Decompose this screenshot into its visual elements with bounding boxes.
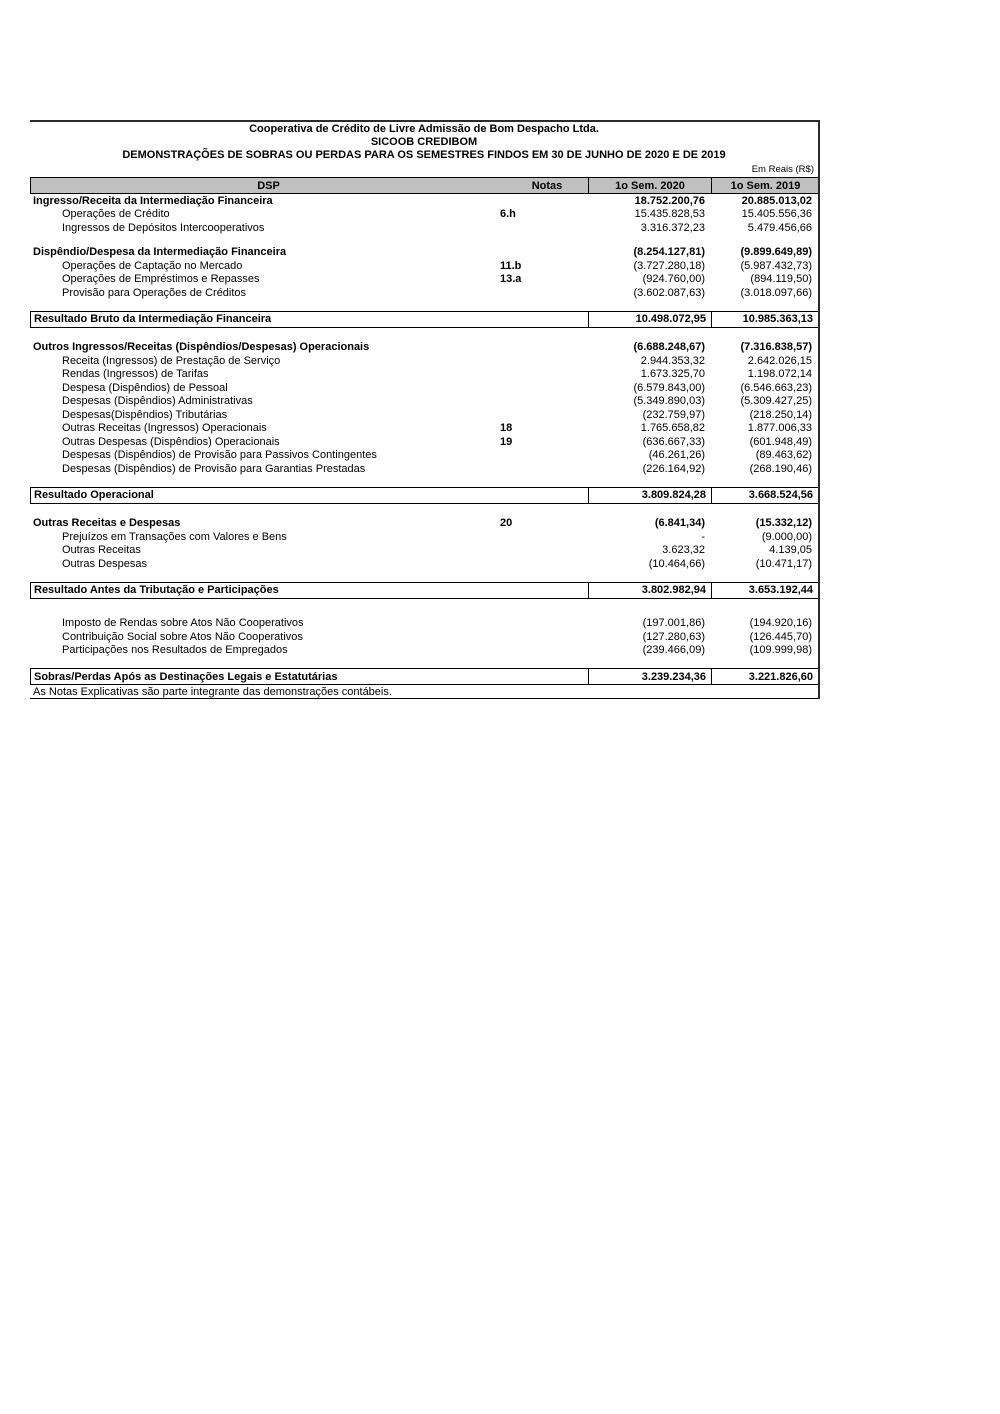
- row-nota: 6.h: [500, 208, 516, 221]
- row-value-sem2020: (10.464,66): [648, 557, 705, 570]
- row-value-sem2020: (232.759,97): [642, 408, 705, 421]
- row-value-sem2019: (3.018.097,66): [740, 286, 812, 299]
- column-header-sem2019: 1o Sem. 2019: [711, 178, 819, 193]
- row-value-sem2019: 1.877.006,33: [747, 422, 812, 435]
- financial-statement-sheet: [30, 120, 820, 699]
- row-value-sem2020: 15.435.828,53: [634, 208, 705, 221]
- table-row: [30, 208, 818, 222]
- row-label: Operações de Empréstimos e Repasses: [62, 273, 260, 286]
- row-nota: [500, 354, 587, 368]
- row-value-sem2019: (109.999,98): [749, 644, 812, 657]
- footnote: As Notas Explicativas são parte integrante das demonstrações contábeis.: [30, 685, 818, 699]
- table-row: [30, 259, 818, 273]
- row-value-sem2020: (239.466,09): [642, 644, 705, 657]
- spacer-row: [30, 657, 818, 668]
- row-value-sem2020: (127.280,63): [642, 630, 705, 643]
- table-row: [30, 341, 818, 355]
- table-row: [30, 435, 818, 449]
- row-value-sem2019: (601.948,49): [749, 435, 812, 448]
- row-value-sem2020: (636.667,33): [642, 435, 705, 448]
- row-nota: 11.b: [500, 259, 522, 272]
- row-nota: 13.a: [500, 273, 522, 286]
- title-block: [30, 122, 818, 162]
- row-label: Outras Receitas e Despesas: [33, 517, 181, 530]
- row-value-sem2020: 3.623,32: [662, 544, 705, 557]
- row-label: Resultado Bruto da Intermediação Financeira: [34, 313, 272, 325]
- row-nota: [500, 530, 587, 544]
- row-nota: 18: [500, 422, 513, 435]
- row-label: Participações nos Resultados de Empregados: [62, 644, 288, 657]
- row-label: Dispêndio/Despesa da Intermediação Financeira: [33, 246, 287, 259]
- table-row: [30, 449, 818, 463]
- spacer-row: [30, 599, 818, 617]
- table-row: [30, 221, 818, 235]
- table-row: [30, 408, 818, 422]
- row-label: Resultado Operacional: [34, 489, 154, 501]
- table-row: [30, 381, 818, 395]
- row-nota: [501, 583, 588, 598]
- row-label: Despesas (Dispêndios) de Provisão para Passivos Contingentes: [62, 449, 377, 462]
- row-value-sem2020: (6.579.843,00): [633, 381, 705, 394]
- row-value-sem2019: (126.445,70): [749, 630, 812, 643]
- currency-note: Em Reais (R$): [751, 164, 814, 175]
- row-nota: [500, 557, 587, 571]
- table-row: [30, 462, 818, 476]
- spacer-row: [30, 235, 818, 246]
- row-value-sem2020: (6.688.248,67): [633, 341, 705, 354]
- row-label: Despesa (Dispêndios) de Pessoal: [62, 381, 228, 394]
- table-header-row: [30, 177, 818, 194]
- total-row: [30, 668, 818, 685]
- total-row: [30, 487, 818, 504]
- row-nota: [501, 488, 588, 503]
- spacer-row: [30, 504, 818, 517]
- table-body: [30, 194, 818, 685]
- row-value-sem2019: (218.250,14): [749, 408, 812, 421]
- table-row: [30, 517, 818, 531]
- row-value-sem2020: 1.673.325,70: [640, 368, 705, 381]
- row-nota: [500, 368, 587, 382]
- row-value-sem2020: (197.001,86): [642, 617, 705, 630]
- row-value-sem2020: (226.164,92): [642, 462, 705, 475]
- row-nota: [500, 381, 587, 395]
- column-header-sem2020: 1o Sem. 2020: [588, 178, 711, 193]
- row-value-sem2019: 15.405.556,36: [741, 208, 812, 221]
- row-value-sem2019: (15.332,12): [755, 517, 812, 530]
- row-label: Operações de Captação no Mercado: [62, 259, 243, 272]
- table-row: [30, 395, 818, 409]
- table-row: [30, 194, 818, 208]
- row-label: Rendas (Ingressos) de Tarifas: [62, 368, 209, 381]
- row-value-sem2020: 2.944.353,32: [640, 354, 705, 367]
- row-value-sem2019: (894.119,50): [750, 273, 812, 286]
- row-value-sem2019: 10.985.363,13: [711, 312, 819, 327]
- row-value-sem2019: 2.642.026,15: [747, 354, 812, 367]
- row-value-sem2019: 3.221.826,60: [711, 669, 819, 684]
- table-row: [30, 273, 818, 287]
- row-nota: [500, 544, 587, 558]
- row-value-sem2019: 3.653.192,44: [711, 583, 819, 598]
- row-nota: [500, 341, 587, 355]
- row-label: Outros Ingressos/Receitas (Dispêndios/Despesas) Operacionais: [33, 341, 370, 354]
- column-header-dsp: DSP: [257, 179, 280, 192]
- row-label: Outras Despesas: [62, 557, 147, 570]
- spacer-row: [30, 328, 818, 341]
- statement-title: DEMONSTRAÇÕES DE SOBRAS OU PERDAS PARA OS SEMESTRES FINDOS EM 30 DE JUNHO DE 2020 E DE 2019: [122, 149, 726, 161]
- column-header-notas: Notas: [531, 179, 563, 192]
- total-row: [30, 582, 818, 599]
- total-row: [30, 311, 818, 328]
- row-label: Despesas (Dispêndios) Administrativas: [62, 395, 253, 408]
- table-row: [30, 617, 818, 631]
- row-value-sem2019: 1.198.072,14: [747, 368, 812, 381]
- row-nota: 20: [500, 517, 513, 530]
- row-nota: [500, 449, 587, 463]
- row-nota: [500, 408, 587, 422]
- table-row: [30, 368, 818, 382]
- row-label: Ingressos de Depósitos Intercooperativos: [62, 221, 265, 234]
- table-row: [30, 557, 818, 571]
- row-value-sem2019: 4.139,05: [769, 544, 812, 557]
- row-value-sem2019: 20.885.013,02: [741, 194, 812, 207]
- row-value-sem2020: 3.802.982,94: [588, 583, 711, 598]
- row-nota: [500, 246, 587, 260]
- row-nota: [500, 286, 587, 300]
- row-label: Resultado Antes da Tributação e Participações: [34, 584, 279, 596]
- row-label: Despesas (Dispêndios) de Provisão para Garantias Prestadas: [62, 462, 366, 475]
- row-value-sem2019: 5.479.456,66: [747, 221, 812, 234]
- row-value-sem2020: (3.602.087,63): [633, 286, 705, 299]
- row-nota: [500, 644, 587, 658]
- table-row: [30, 354, 818, 368]
- company-name: Cooperativa de Crédito de Livre Admissão de Bom Despacho Ltda.: [249, 123, 599, 135]
- brand-name: SICOOB CREDIBOM: [370, 136, 478, 148]
- row-value-sem2020: 3.239.234,36: [588, 669, 711, 684]
- row-nota: [500, 194, 587, 208]
- row-value-sem2019: (9.000,00): [761, 530, 812, 543]
- row-nota: [500, 630, 587, 644]
- row-value-sem2020: (5.349.890,03): [633, 395, 705, 408]
- row-value-sem2019: (194.920,16): [749, 617, 812, 630]
- spacer-row: [30, 571, 818, 582]
- row-value-sem2020: -: [701, 530, 705, 543]
- row-nota: [501, 669, 588, 684]
- row-value-sem2019: (5.309.427,25): [740, 395, 812, 408]
- row-value-sem2020: (46.261,26): [648, 449, 705, 462]
- table-row: [30, 246, 818, 260]
- row-label: Receita (Ingressos) de Prestação de Serviço: [62, 354, 281, 367]
- spacer-row: [30, 476, 818, 487]
- row-value-sem2019: (9.899.649,89): [740, 246, 812, 259]
- row-nota: [500, 462, 587, 476]
- row-value-sem2019: (10.471,17): [755, 557, 812, 570]
- row-value-sem2020: (8.254.127,81): [633, 246, 705, 259]
- row-label: Outras Receitas (Ingressos) Operacionais: [62, 422, 267, 435]
- row-value-sem2020: 18.752.200,76: [634, 194, 705, 207]
- row-label: Sobras/Perdas Após as Destinações Legais e Estatutárias: [34, 670, 338, 683]
- table-row: [30, 286, 818, 300]
- row-label: Imposto de Rendas sobre Atos Não Cooperativos: [62, 617, 304, 630]
- table-row: [30, 530, 818, 544]
- spacer-row: [30, 300, 818, 311]
- row-label: Prejuízos em Transações com Valores e Bens: [62, 530, 287, 543]
- row-nota: [500, 395, 587, 409]
- table-row: [30, 422, 818, 436]
- row-value-sem2019: (6.546.663,23): [740, 381, 812, 394]
- row-value-sem2020: 3.316.372,23: [640, 221, 705, 234]
- row-value-sem2020: 3.809.824,28: [588, 488, 711, 503]
- row-value-sem2020: 10.498.072,95: [588, 312, 711, 327]
- row-value-sem2020: (6.841,34): [654, 517, 705, 530]
- row-value-sem2019: (89.463,62): [755, 449, 812, 462]
- table-row: [30, 544, 818, 558]
- row-nota: 19: [500, 435, 513, 448]
- row-value-sem2020: (924.760,00): [642, 273, 705, 286]
- row-value-sem2019: (7.316.838,57): [740, 341, 812, 354]
- row-value-sem2020: 1.765.658,82: [640, 422, 705, 435]
- row-nota: [501, 312, 588, 327]
- row-nota: [500, 221, 587, 235]
- row-value-sem2019: (268.190,46): [749, 462, 812, 475]
- row-value-sem2020: (3.727.280,18): [633, 259, 705, 272]
- row-value-sem2019: 3.668.524,56: [711, 488, 819, 503]
- row-label: Outras Receitas: [62, 544, 141, 557]
- row-label: Operações de Crédito: [62, 208, 170, 221]
- row-label: Provisão para Operações de Créditos: [62, 286, 247, 299]
- row-value-sem2019: (5.987.432,73): [740, 259, 812, 272]
- table-row: [30, 630, 818, 644]
- row-label: Ingresso/Receita da Intermediação Financeira: [33, 194, 273, 207]
- row-label: Contribuição Social sobre Atos Não Cooperativos: [62, 630, 303, 643]
- row-label: Despesas(Dispêndios) Tributárias: [62, 408, 228, 421]
- row-label: Outras Despesas (Dispêndios) Operacionais: [62, 435, 280, 448]
- table-row: [30, 644, 818, 658]
- row-nota: [500, 617, 587, 631]
